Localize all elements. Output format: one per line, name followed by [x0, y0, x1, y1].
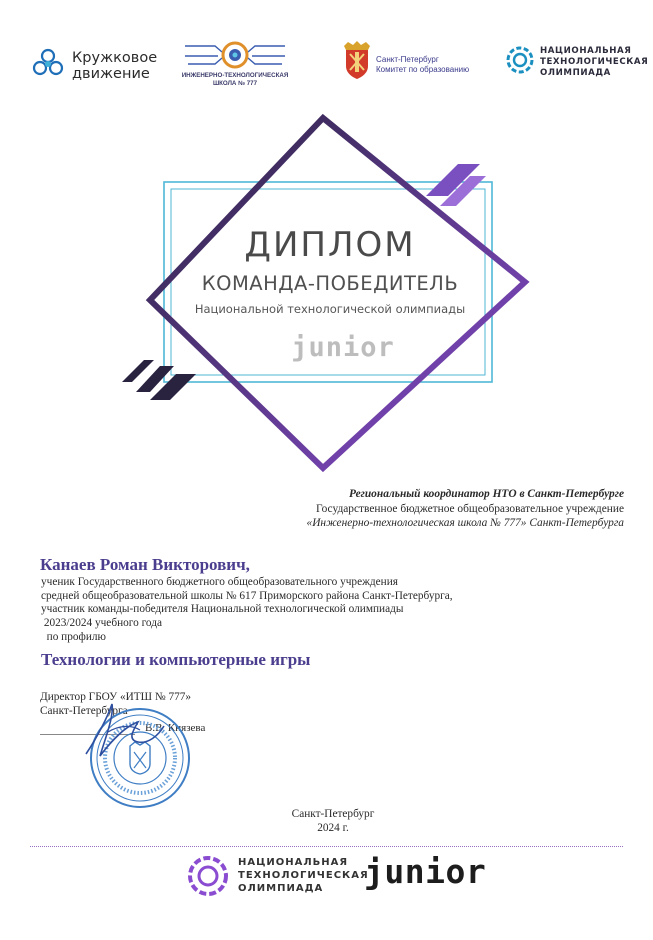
- recipient-line3: участник команды-победителя Национальной технологической олимпиады: [41, 603, 404, 616]
- nto-ring-icon: [184, 852, 232, 900]
- coordinator-block: [250, 487, 624, 531]
- nto-line3: ОЛИМПИАДА: [540, 68, 611, 78]
- nto-line2: ТЕХНОЛОГИЧЕСКАЯ: [540, 57, 649, 67]
- diploma-subtitle: КОМАНДА-ПОБЕДИТЕЛЬ: [201, 272, 459, 295]
- issue-year: 2024 г.: [317, 821, 349, 834]
- kruzhok-line2: движение: [72, 66, 150, 82]
- junior-logo-frame: junior: [291, 332, 395, 363]
- footer-nto-line3: ОЛИМПИАДА: [238, 883, 324, 894]
- coordinator-title: Региональный координатор НТО в Санкт-Петербурге: [349, 488, 624, 500]
- handwritten-signature: [78, 696, 168, 766]
- school-line2: ШКОЛА № 777: [212, 80, 258, 87]
- issue-place-date: [288, 808, 378, 835]
- recipient-name: Канаев Роман Викторович,: [40, 555, 250, 574]
- school-line1: ИНЖЕНЕРНО-ТЕХНОЛОГИЧЕСКАЯ: [181, 72, 289, 79]
- diploma-title: ДИПЛОМ: [244, 225, 416, 265]
- nto-line1: НАЦИОНАЛЬНАЯ: [540, 46, 632, 56]
- recipient-line1: ученик Государственного бюджетного общеобразовательного учреждения: [41, 576, 398, 588]
- footer-nto-line1: НАЦИОНАЛЬНАЯ: [238, 857, 349, 868]
- footer-divider: [30, 846, 623, 847]
- recipient-description: [41, 576, 453, 645]
- director-line1: Директор ГБОУ «ИТШ № 777»: [40, 691, 192, 703]
- spb-line2: Комитет по образованию: [376, 65, 470, 74]
- footer-nto-line2: ТЕХНОЛОГИЧЕСКАЯ: [238, 870, 369, 881]
- director-line2: Санкт-Петербурга: [40, 705, 128, 717]
- accent-stripes-bottom-left: [122, 360, 196, 400]
- diploma-subtitle-olympiad: Национальной технологической олимпиады: [194, 302, 466, 316]
- recipient-line5: по профилю: [41, 630, 106, 643]
- spb-line1: Санкт-Петербург: [376, 55, 439, 64]
- issue-city: Санкт-Петербург: [291, 808, 375, 820]
- accent-stripes-top-right: [426, 164, 486, 206]
- signer-name: В.В. Князева: [145, 722, 206, 734]
- recipient-line2: средней общеобразовательной школы № 617 Приморского района Санкт-Петербурга,: [41, 589, 453, 602]
- recipient-line4: 2023/2024 учебного года: [41, 617, 163, 630]
- coordinator-line2: Государственное бюджетное общеобразовательное учреждение: [316, 502, 624, 515]
- footer-junior-logo: junior: [364, 852, 487, 891]
- kruzhok-line1: Кружковое: [72, 50, 158, 66]
- profile-name: Технологии и компьютерные игры: [41, 650, 311, 669]
- coordinator-line3: «Инженерно-технологическая школа № 777» Санкт-Петербурга: [306, 517, 624, 529]
- footer-nto-text: [238, 856, 369, 895]
